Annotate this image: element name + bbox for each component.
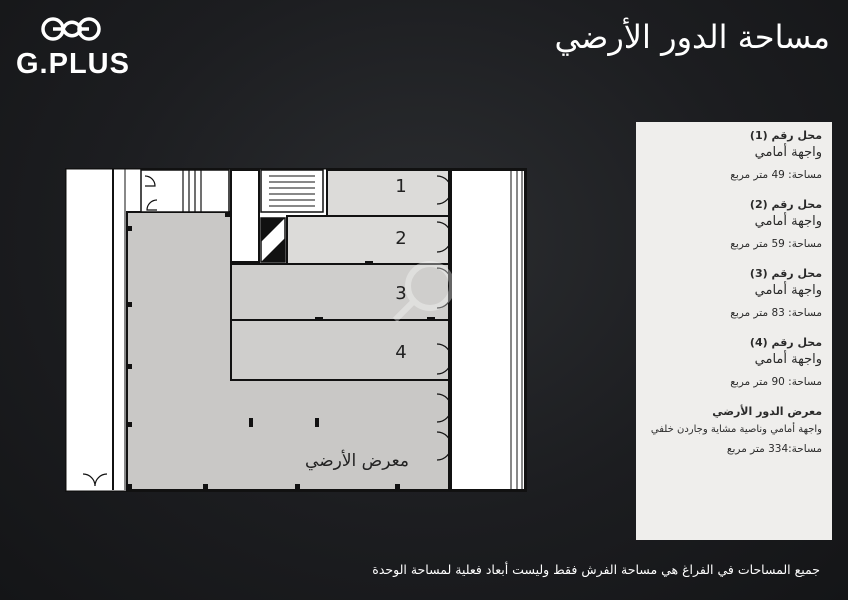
shop-2-label: 2 — [395, 228, 407, 249]
unit-facade: واجهة أمامي — [754, 283, 822, 298]
shop-2-area — [287, 216, 449, 264]
unit-name: معرض الدور الأرضي — [712, 405, 822, 418]
unit-facade: واجهة أمامي — [754, 214, 822, 229]
unit-name: محل رقم (3) — [749, 267, 822, 280]
unit-area: مساحة: 49 متر مربع — [730, 169, 822, 181]
brand-name: G.PLUS — [16, 48, 130, 80]
shop-4-label: 4 — [395, 342, 407, 363]
shop-4-area — [231, 320, 449, 380]
unit-facade: واجهة أمامي — [754, 352, 822, 367]
floor-plan — [65, 168, 527, 492]
brand-logo — [16, 14, 136, 84]
unit-facade: واجهة أمامي وناصية مشاية وجاردن خلفي — [650, 424, 822, 435]
unit-shop-4 — [644, 335, 822, 390]
unit-name: محل رقم (4) — [749, 336, 822, 349]
logo-mark-icon — [40, 16, 104, 46]
unit-showroom — [644, 404, 822, 457]
shop-1-label: 1 — [395, 176, 407, 197]
unit-shop-2 — [644, 197, 822, 252]
showroom-label: معرض الأرضي — [305, 451, 409, 471]
unit-name: محل رقم (1) — [749, 129, 822, 142]
shop-1-area — [327, 170, 449, 216]
unit-area: مساحة:334 متر مربع — [726, 443, 822, 455]
shop-3-label: 3 — [395, 283, 407, 304]
unit-area: مساحة: 59 متر مربع — [730, 238, 822, 250]
unit-facade: واجهة أمامي — [754, 145, 822, 160]
unit-name: محل رقم (2) — [749, 198, 822, 211]
unit-area: مساحة: 83 متر مربع — [730, 307, 822, 319]
footer-note: جميع المساحات في الفراغ هي مساحة الفرش فقط وليست أبعاد فعلية لمساحة الوحدة — [372, 562, 820, 577]
unit-area: مساحة: 90 متر مربع — [730, 376, 822, 388]
units-info-panel — [636, 122, 832, 540]
page-title: مساحة الدور الأرضي — [554, 18, 830, 56]
unit-shop-1 — [644, 128, 822, 183]
unit-shop-3 — [644, 266, 822, 321]
